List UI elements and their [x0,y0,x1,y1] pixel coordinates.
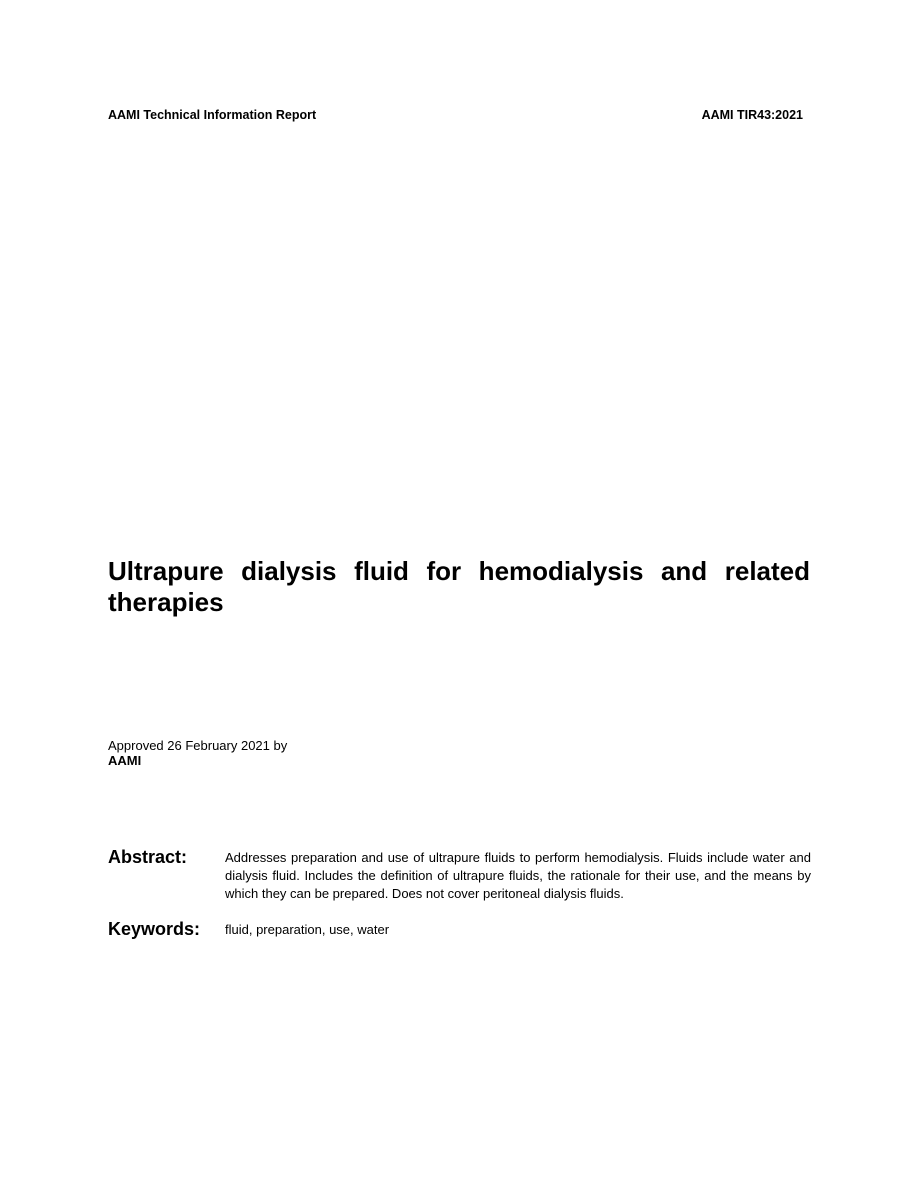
running-header [108,108,803,122]
keywords-text: fluid, preparation, use, water [225,922,390,937]
approval-block [108,738,287,768]
approving-organization: AAMI [108,753,142,768]
document-title: Ultrapure dialysis fluid for hemodialysis and related therapies [108,556,810,617]
report-type-label: AAMI Technical Information Report [108,108,317,122]
keywords-section [108,918,811,940]
keywords-label: Keywords: [108,919,201,939]
approval-date-line: Approved 26 February 2021 by [108,738,288,753]
document-number: AAMI TIR43:2021 [701,108,803,122]
abstract-label: Abstract: [108,847,188,867]
abstract-text: Addresses preparation and use of ultrapure fluids to perform hemodialysis. Fluids include water and dialysis fluid. Includes the definition of ultrapure fluids, the rationale for their use, and the means by which they can be prepared. Does not cover peritoneal dialysis fluids. [225,850,811,901]
abstract-section [108,846,811,903]
